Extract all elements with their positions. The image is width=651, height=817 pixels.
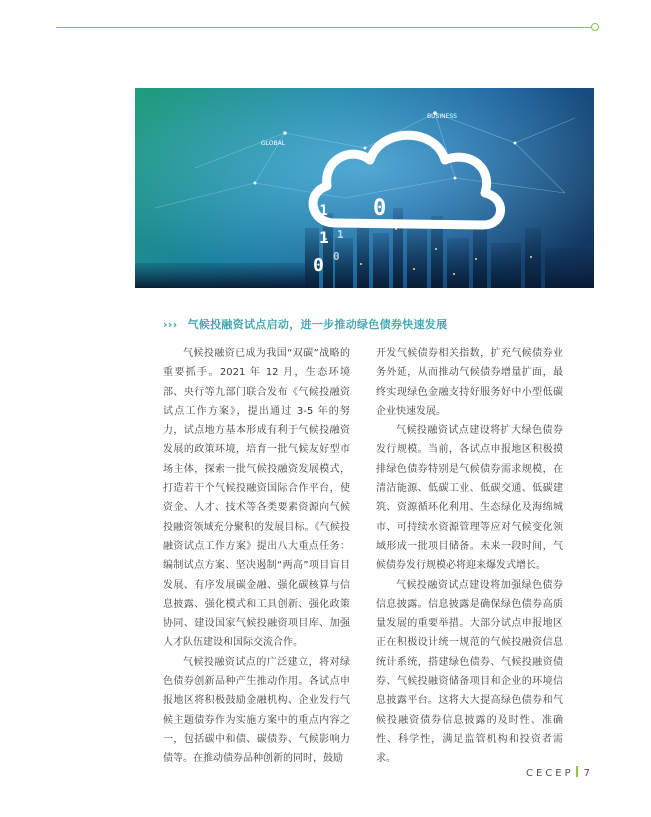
binary-digit: 1 bbox=[319, 228, 329, 247]
body-column-right bbox=[376, 344, 563, 769]
paragraph: 气候投融资试点建设将加强绿色债券信息披露。信息披露是确保绿色债券高质量发展的重要举措。大部分试点申报地区正在积极设计统一规范的气候投融资信息统计系统，搭建绿色债券、气候投融资债券、气候投融资储备项目和企业的环境信息披露平台。这将大大提高绿色债券和气候投融资债券信息披露的及时性、准确性、科学性，满足监管机构和投资者需求。 bbox=[376, 579, 563, 765]
top-divider-line bbox=[56, 27, 595, 28]
paragraph-continued: 开发气候债券相关指数，扩充气候债券业务外延，从而推动气候债券增量扩面，最终实现绿色金融支持好服务好中小型低碳企业快速发展。 bbox=[376, 348, 563, 417]
chevron-marker-icon: ››› bbox=[163, 318, 178, 331]
hero-cloud-image bbox=[135, 88, 594, 288]
paragraph: 气候投融资已成为我国“双碳”战略的重要抓手。2021 年 12 月，生态环境部、央行等九部门联合发布《气候投融资试点工作方案》，提出通过 3-5 年的努力，试点地方基本形成有利于气候投融资发展的政策环境，培育一批气候友好型市场主体，探索一批气候投融资发展模式，打造若干个气候投融资国际合作平台，使资金、人才、技术等各类要素资源向气候投融资领域充分聚积的发展目标。《气候投融资试点工作方案》提出八大重点任务：编制试点方案、坚决遏制“两高”项目盲目发展、有序发展碳金融、强化碳核算与信息披露、强化模式和工具创新、强化政策协同、建设国家气候投融资项目库、加强人才队伍建设和国际交流合作。 bbox=[163, 348, 350, 649]
binary-digit: 0 bbox=[313, 255, 324, 276]
page-footer bbox=[526, 766, 590, 779]
footer-separator bbox=[576, 766, 578, 777]
binary-digit: 0 bbox=[333, 250, 340, 263]
paragraph: 气候投融资试点的广泛建立，将对绿色债券创新品种产生推动作用。各试点申报地区将积极鼓励金融机构、企业发行气候主题债券作为实施方案中的重点内容之一，包括碳中和债、碳债券、气候影响力债等。在推动债券品种创新的同时，鼓励 bbox=[163, 656, 350, 765]
body-column-left bbox=[163, 344, 350, 769]
binary-digit: 1 bbox=[337, 228, 344, 241]
binary-digit: 01 bbox=[311, 203, 328, 219]
divider-end-circle-icon bbox=[591, 23, 599, 31]
section-heading-text: 气候投融资试点启动，进一步推动绿色债券快速发展 bbox=[187, 318, 448, 331]
section-heading bbox=[163, 316, 583, 332]
footer-brand: CECEP bbox=[526, 768, 574, 779]
label-business: BUSINESS bbox=[427, 113, 457, 120]
label-global: GLOBAL bbox=[261, 140, 286, 147]
page-number: 7 bbox=[583, 768, 591, 779]
cloud-computing-illustration bbox=[135, 88, 594, 288]
binary-digit: 0 bbox=[373, 196, 387, 221]
paragraph: 气候投融资试点建设将扩大绿色债券发行规模。当前，各试点申报地区积极摸排绿色债券特别是气候债券需求规模，在清洁能源、低碳工业、低碳交通、低碳建筑、资源循环化利用、生态绿化及海绵城市、可持续水资源管理等应对气候变化领域形成一批项目储备。未来一段时间，气候债券发行规模必将迎来爆发式增长。 bbox=[376, 425, 563, 572]
